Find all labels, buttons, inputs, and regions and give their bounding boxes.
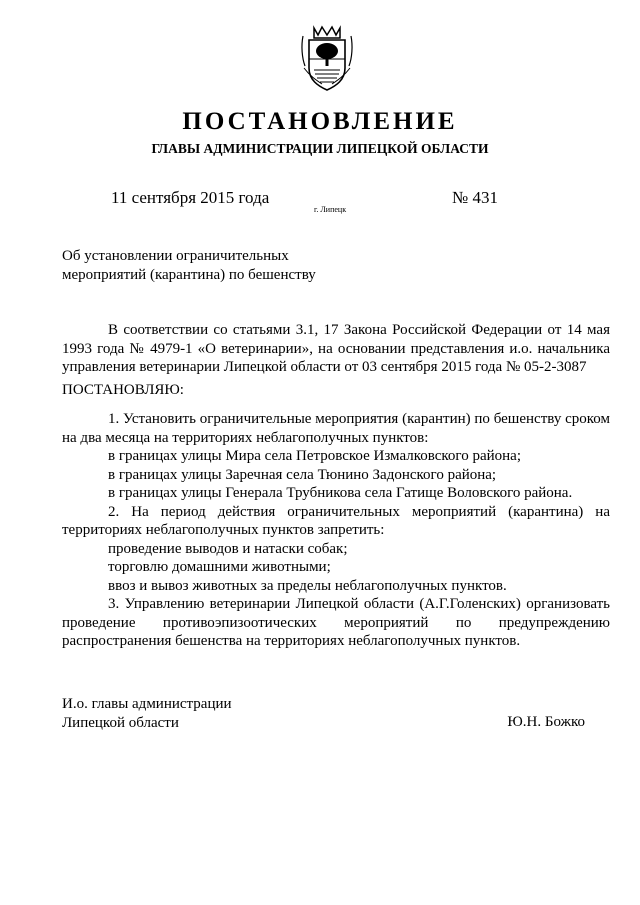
- item-1-sub-2: в границах улицы Заречная села Тюнино Задонского района;: [108, 466, 497, 483]
- signatory-position-line-1: И.о. главы администрации: [62, 696, 232, 712]
- item-2-sub-2: торговлю домашними животными;: [108, 559, 331, 575]
- document-subject: [62, 247, 362, 284]
- decree-heading: ПОСТАНОВЛЯЮ:: [62, 382, 184, 398]
- signatory-position: [62, 695, 232, 732]
- item-1-sub-3: в границах улицы Генерала Трубникова села Гатище Воловского района.: [108, 485, 573, 501]
- document-city: г. Липецк: [314, 205, 347, 214]
- signatory-position-line-2: Липецкой области: [62, 714, 179, 731]
- document-subtitle: ГЛАВЫ АДМИНИСТРАЦИИ ЛИПЕЦКОЙ ОБЛАСТИ: [151, 141, 489, 156]
- item-2-sub-1: проведение выводов и натаски собак;: [108, 540, 348, 557]
- item-3: 3. Управлению ветеринарии Липецкой области (А.Г.Голенских) организовать проведение противоэпизоотических мероприятий по предупреждению распространения бешенства на территориях неблагополучных пунктов.: [62, 596, 610, 649]
- decree-items: [62, 410, 610, 651]
- item-2: 2. На период действия ограничительных мероприятий (карантина) на территориях неблагополучных пунктов запретить:: [62, 503, 610, 538]
- signatory-name: Ю.Н. Божко: [507, 714, 585, 730]
- preamble-paragraph: В соответствии со статьями 3.1, 17 Закона Российской Федерации от 14 мая 1993 года № 4979-1 «О ветеринарии», на основании представления и.о. начальника управления ветеринарии Липецкой области от 03 сентября 2015 года № 05-2-3087: [62, 322, 610, 375]
- document-title: ПОСТАНОВЛЕНИЕ: [182, 108, 458, 135]
- coat-of-arms-icon: [300, 24, 354, 92]
- item-2-sub-3: ввоз и вывоз животных за пределы неблагополучных пунктов.: [108, 577, 507, 594]
- document-date: 11 сентября 2015 года: [111, 188, 270, 207]
- item-1: 1. Установить ограничительные мероприятия (карантин) по бешенству сроком на два месяца на территориях неблагополучных пунктов:: [62, 411, 610, 446]
- subject-line-1: Об установлении ограничительных: [62, 248, 289, 264]
- subject-line-2: мероприятий (карантина) по бешенству: [62, 266, 316, 283]
- document-number: № 431: [452, 188, 498, 207]
- item-1-sub-1: в границах улицы Мира села Петровское Измалковского района;: [108, 448, 521, 464]
